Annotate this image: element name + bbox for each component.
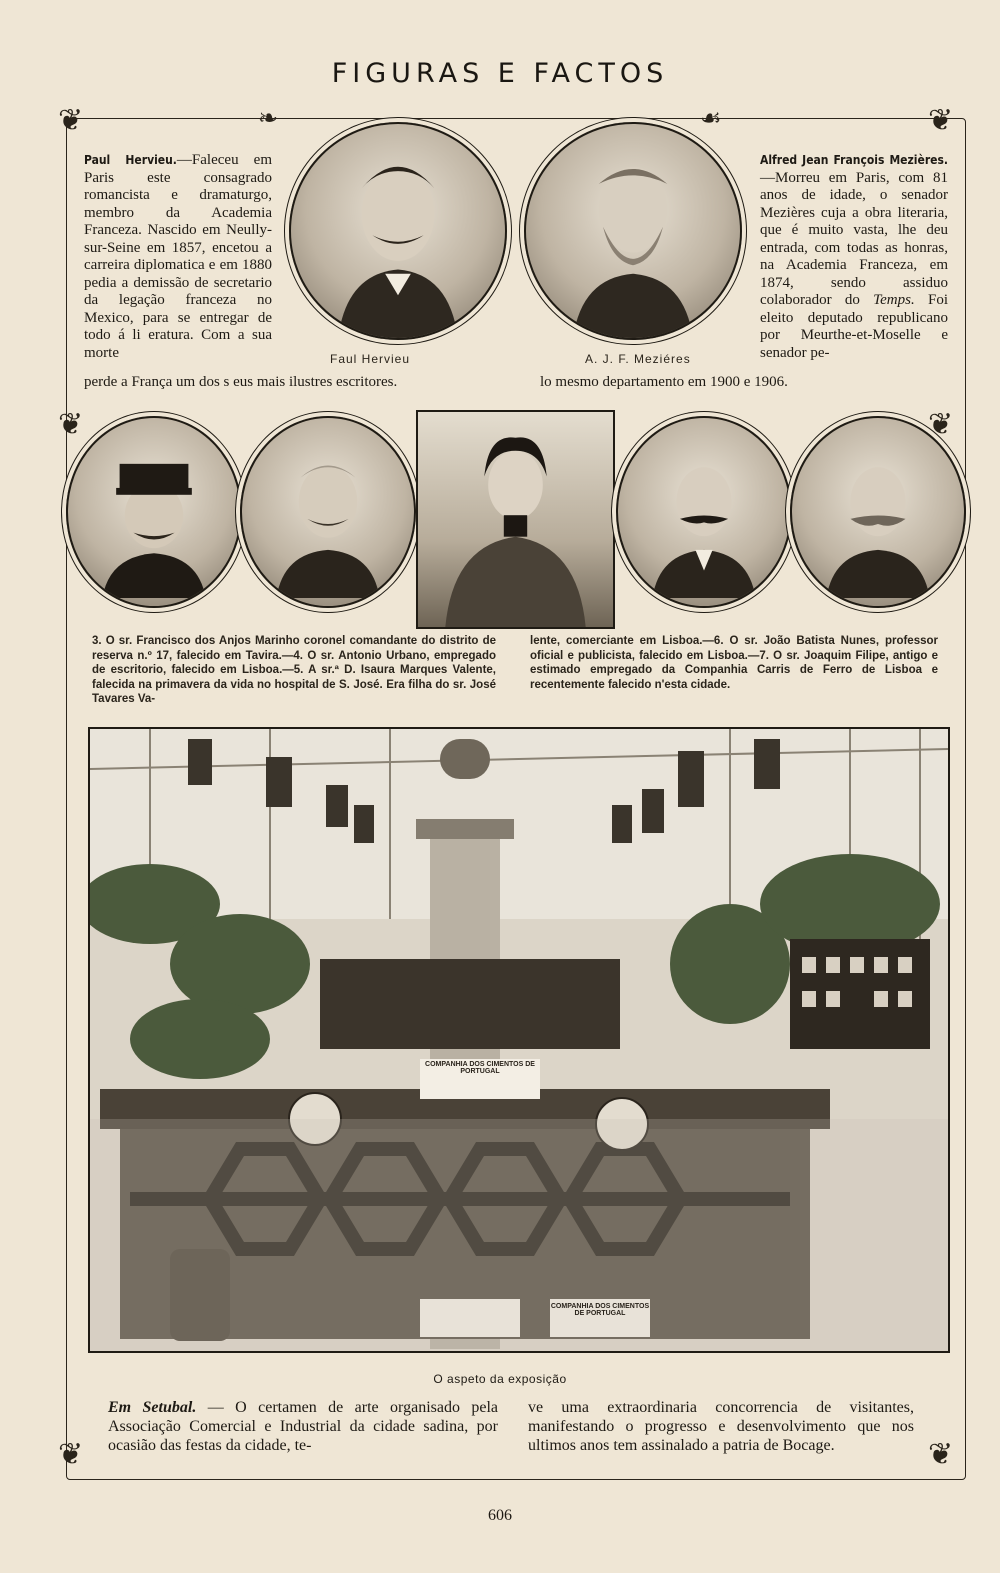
- newspaper-title: Temps.: [873, 292, 915, 308]
- caption-mezieres: A. J. F. Meziéres: [585, 352, 691, 366]
- portrait-silhouette-icon: [526, 124, 740, 338]
- caption-portrait-row-right: lente, comerciante em Lisboa.—6. O sr. João Batista Nunes, professor oficial e publicista, falecido em Lisboa.—7. O sr. Joaquim Filipe, antigo e estimado empregado da Companhia Carris de Ferro de Lisboa e recentemente falecido n'esta cidade.: [530, 635, 938, 691]
- portrait-silhouette-icon: [618, 418, 790, 606]
- portrait-mezieres: [524, 122, 742, 340]
- article-name-hervieu: Paul Hervieu.: [84, 153, 177, 167]
- scroll-ornament-icon: ❦: [928, 1437, 954, 1472]
- exhibition-scene-icon: [90, 729, 948, 1351]
- caption-hervieu: Faul Hervieu: [330, 352, 411, 366]
- article-lead-setubal: Em Setubal.: [108, 1399, 197, 1416]
- scroll-ornament-icon: ❦: [58, 103, 84, 138]
- exhibition-sign: COMPANHIA DOS CIMENTOS DE PORTUGAL: [425, 1061, 535, 1075]
- portrait-silhouette-icon: [68, 418, 240, 606]
- article-setubal: [108, 1398, 498, 1455]
- portrait-silhouette-icon: [291, 124, 505, 338]
- scroll-ornament-icon: ❦: [928, 103, 954, 138]
- exhibition-photo: [88, 727, 950, 1353]
- article-hervieu-continuation: perde a França um dos s eus mais ilustres escritores.: [84, 374, 398, 390]
- portrait-filipe: [790, 416, 966, 608]
- scroll-ornament-icon: ☙: [700, 104, 722, 132]
- scroll-ornament-icon: ❦: [928, 407, 954, 442]
- article-body-mezieres: —Morreu em Paris, com 81 anos de idade, o senador Mezières cuja a obra literaria, que é muito vasta, lhe deu entrada, com todas as honras, na Academia Franceza, em 1874, sendo assiduo colaborador do: [760, 169, 948, 308]
- portrait-silhouette-icon: [792, 418, 964, 606]
- portrait-silhouette-icon: [242, 418, 414, 606]
- portrait-silhouette-icon: [418, 412, 613, 627]
- page-header: FIGURAS E FACTOS: [331, 58, 669, 89]
- article-hervieu: [84, 152, 272, 362]
- portrait-marinho: [66, 416, 242, 608]
- portrait-isaura: [416, 410, 615, 629]
- exhibition-sign: COMPANHIA DOS CIMENTOS DE PORTUGAL: [550, 1303, 650, 1317]
- article-setubal-continuation: ve uma extraordinaria concorrencia de visitantes, manifestando o progresso e desenvolvimento que nos ultimos anos tem assinalado a patria de Bocage.: [528, 1399, 914, 1454]
- article-name-mezieres: Alfred Jean François Mezières.: [760, 153, 948, 167]
- portrait-nunes: [616, 416, 792, 608]
- page-number: 606: [488, 1507, 512, 1524]
- photo-caption: O aspeto da exposição: [433, 1372, 567, 1386]
- scroll-ornament-icon: ❧: [258, 104, 279, 132]
- scroll-ornament-icon: ❦: [58, 407, 84, 442]
- portrait-urbano: [240, 416, 416, 608]
- caption-portrait-row-left: 3. O sr. Francisco dos Anjos Marinho coronel comandante do distrito de reserva n.º 17, falecido em Tavira.—4. O sr. Antonio Urbano, empregado de escritorio, falecido em Lisboa.—5. A sr.ª D. Isaura Marques Valente, falecida na primavera da vida no hospital de S. José. Era filha do sr. José Tavares Va-: [92, 635, 496, 705]
- article-mezieres: [760, 152, 948, 362]
- scroll-ornament-icon: ❦: [58, 1437, 84, 1472]
- article-body-mezieres-2: Foi eleito deputado republicano por Meurthe-et-Moselle e senador pe-: [760, 292, 948, 361]
- portrait-hervieu: [289, 122, 507, 340]
- article-body-setubal: — O certamen de arte organisado pela Associação Comercial e Industrial da cidade sadina, por ocasião das festas da cidade, te-: [108, 1399, 499, 1454]
- article-body-hervieu: —Faleceu em Paris este consagrado romancista e dramaturgo, membro da Academia Franceza. Nascido em Neully-sur-Seine em 1857, encetou a carreira diplomatica e em 1880 pedia a demissão de secretario da legação franceza no Mexico, para se entregar de todo á li eratura. Com a sua morte: [84, 152, 273, 361]
- article-mezieres-continuation: lo mesmo departamento em 1900 e 1906.: [540, 374, 788, 390]
